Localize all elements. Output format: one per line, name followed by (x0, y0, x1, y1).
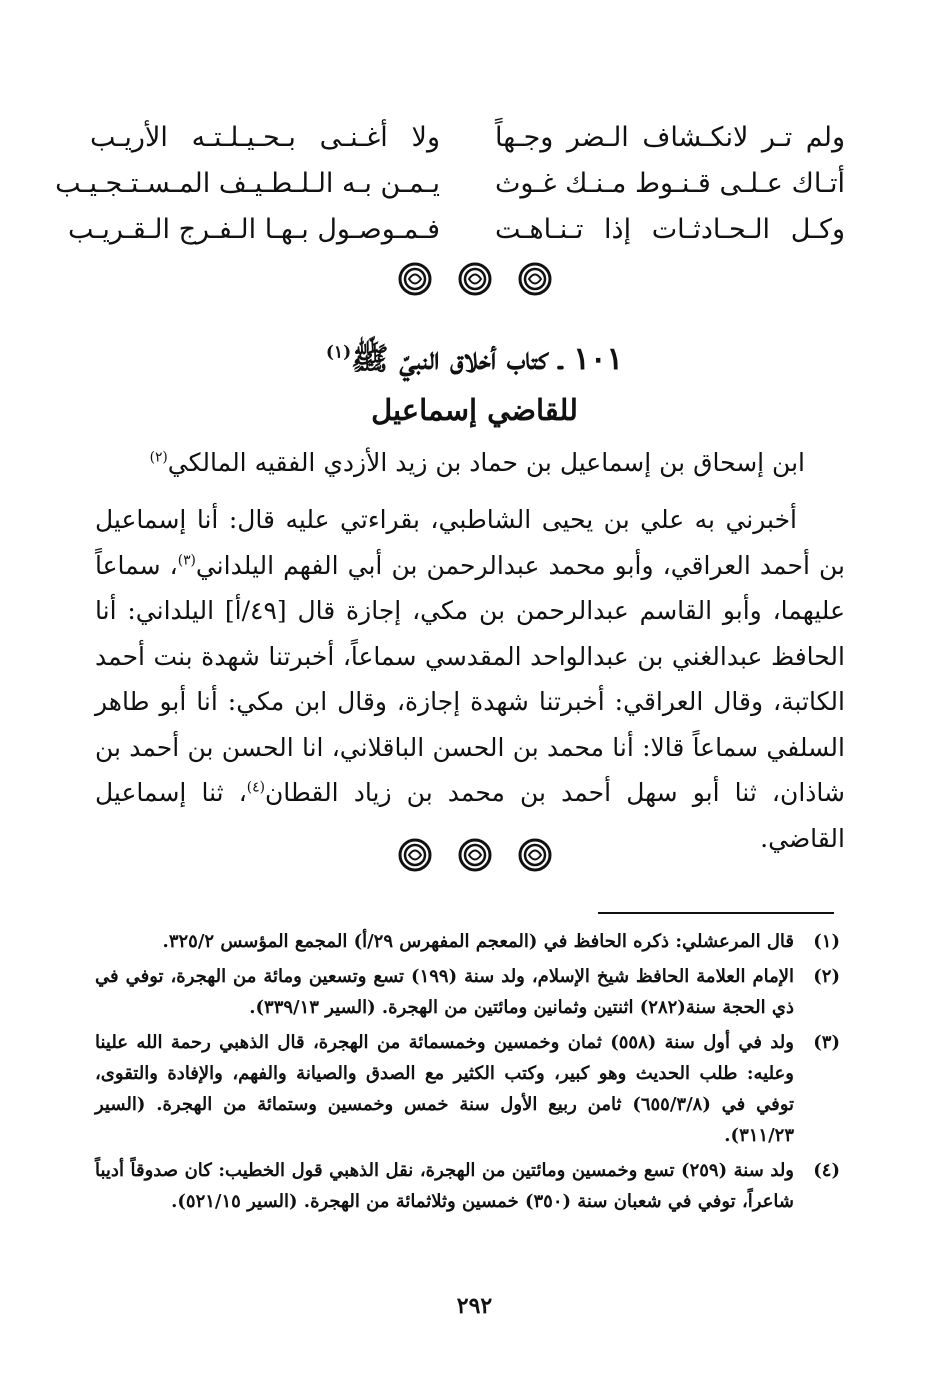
isnad-paragraph (95, 497, 845, 861)
isnad-part3: ، ثنا إسماعيل القاضي. (95, 778, 845, 853)
footnote-ref: (٤) (246, 779, 265, 796)
page-number: ٢٩٢ (456, 1293, 493, 1319)
footnotes (95, 926, 840, 1221)
footnote (95, 961, 840, 1023)
ornament-icon (458, 838, 492, 872)
poem-verse (90, 114, 845, 160)
footnote-separator (598, 912, 834, 914)
footnote (95, 926, 840, 957)
footnote-number: (٢) (813, 966, 840, 987)
verse-first-hemistich: ولم تـر لانكـشاف الـضر وجـهاً (495, 121, 845, 153)
verse-second-hemistich: يـمـن بـه الـلـطـيـف المـسـتـجـيـب (55, 167, 440, 199)
footnote-text: ولد في أول سنة (٥٥٨) ثمان وخمسين وخمسمائة من الهجرة، قال الذهبي رحمة الله علينا وعليه: طلب الحديث وهو كبير، وكتب الكثير مع الصدق والصيانة والفهم، والإفادة والتقوى، توفي في (٦٥٥/٣/٨) ثامن ربيع الأول سنة خمس وخمسين وستمائة من الهجرة. (السير ٣١١/٢٣). (95, 1032, 795, 1146)
poem (55, 114, 845, 252)
author-line (95, 440, 845, 486)
author-text: ابن إسحاق بن إسماعيل بن حماد بن زيد الأزدي الفقيه المالكي (167, 448, 805, 477)
verse-second-hemistich: فـمـوصـول بـهـا الـفـرج الـقـريـب (67, 213, 440, 245)
footnote-number: (٤) (813, 1160, 840, 1181)
footnote-ref: (٢) (149, 449, 168, 466)
poem-verse (55, 160, 845, 206)
verse-first-hemistich: وكـل الـحـادثـات إذا تـنـاهـت (495, 213, 845, 245)
footnote-text: ولد سنة (٢٥٩) تسع وخمسين ومائتين من الهجرة، نقل الذهبي قول الخطيب: كان صدوقاً أديباً شاعراً، توفي في شعبان سنة (٣٥٠) خمسين وثلاثمائة من الهجرة. (السير ٥٢١/١٥). (95, 1160, 795, 1212)
ornament-icon (518, 262, 552, 296)
ornament-divider (0, 838, 949, 872)
isnad-part1: أخبرني به علي بن يحيى الشاطبي، بقراءتي عليه قال: أنا إسماعيل بن أحمد العراقي، وأبو محمد عبدالرحمن بن أبي الفهم اليلداني (95, 505, 845, 580)
verse-first-hemistich: أتـاك عـلـى قـنـوط مـنـك غـوث (495, 167, 845, 199)
footnote-ref: (٣) (177, 552, 196, 569)
ornament-divider (0, 262, 949, 296)
chapter-title-text: ١٠١ ـ كتاب أخلاق النبيّ ﷺ (351, 341, 624, 377)
footnote-text: قال المرعشلي: ذكره الحافظ في (المعجم المفهرس ٢٩/أ) المجمع المؤسس ٣٢٥/٢. (162, 931, 794, 952)
ornament-icon (398, 262, 432, 296)
footnote-number: (٣) (813, 1032, 840, 1053)
ornament-icon (518, 838, 552, 872)
ornament-icon (458, 262, 492, 296)
chapter-title (0, 340, 949, 385)
footnote (95, 1155, 840, 1217)
verse-second-hemistich: ولا أغـنـى بـحـيـلـتـه الأريـب (90, 121, 440, 153)
poem-verse (67, 206, 845, 252)
isnad-part2: ، سماعاً عليهما، وأبو القاسم عبدالرحمن بن مكي، إجازة قال [٤٩/أ] اليلداني: أنا الحافظ عبدالغني بن عبدالواحد المقدسي سماعاً، أخبرتنا شهدة بنت أحمد الكاتبة، وقال العراقي: أخبرتنا شهدة إجازة، وقال ابن مكي: أنا أبو طاهر السلفي سماعاً قالا: أنا محمد بن الحسن الباقلاني، انا الحسن بن أحمد بن شاذان، ثنا أبو سهل أحمد بن محمد بن زياد القطان (95, 550, 845, 807)
ornament-icon (398, 838, 432, 872)
footnote-ref: (١) (325, 342, 352, 363)
footnote-text: الإمام العلامة الحافظ شيخ الإسلام، ولد سنة (١٩٩) تسع وتسعين ومائة من الهجرة، توفي في ذي الحجة سنة(٢٨٢) اثنتين وثمانين ومائتين من الهجرة. (السير ٣٣٩/١٣). (95, 966, 794, 1018)
footnote (95, 1027, 840, 1151)
chapter-subtitle: للقاضي إسماعيل (371, 393, 578, 427)
footnote-number: (١) (813, 931, 840, 952)
